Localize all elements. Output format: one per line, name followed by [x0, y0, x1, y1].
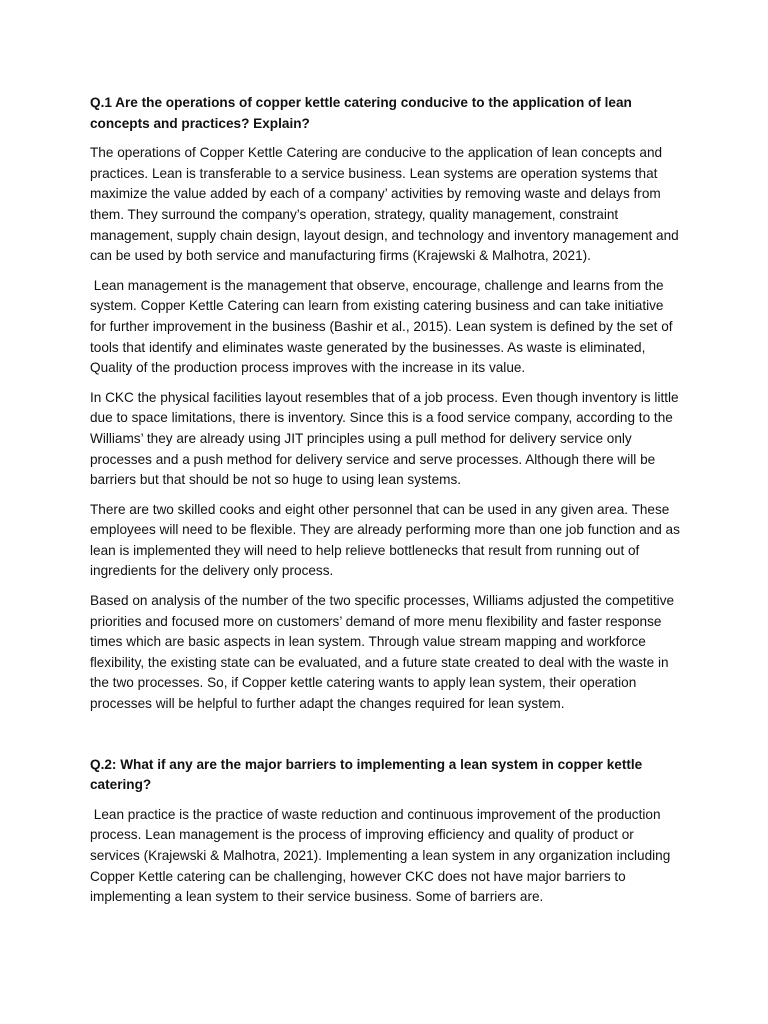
question-1-heading: Q.1 Are the operations of copper kettle catering conducive to the application of lean concepts and practices? Explain?: [90, 95, 632, 131]
q1-paragraph-5: Based on analysis of the number of the two specific processes, Williams adjusted the competitive priorities and focused more on customers’ demand of more menu flexibility and faster response times which are basic aspects in lean system. Through value stream mapping and workforce flexibility, the existing state can be evaluated, and a future state created to deal with the waste in the two processes. So, if Copper kettle catering wants to apply lean system, their operation processes will be helpful to further adapt the changes required for lean system.: [90, 593, 675, 712]
q1-paragraph-1: The operations of Copper Kettle Catering are conducive to the application of lean concepts and practices. Lean is transferable to a service business. Lean systems are operation systems that maximize the value added by each of a company’ activities by removing waste and delays from them. They surround the company’s operation, strategy, quality management, constraint management, supply chain design, layout design, and technology and inventory management and can be used by both service and manufacturing firms (Krajewski & Malhotra, 2021).: [90, 145, 679, 264]
q1-paragraph-4: There are two skilled cooks and eight other personnel that can be used in any given area. These employees will need to be flexible. They are already performing more than one job function and as lean is implemented they will need to help relieve bottlenecks that result from running out of ingredients for the delivery only process.: [90, 501, 680, 579]
q1-paragraph-2: Lean management is the management that observe, encourage, challenge and learns from the system. Copper Kettle Catering can learn from existing catering business and can take initiative for further improvement in the business (Bashir et al., 2015). Lean system is defined by the set of tools that identify and eliminates waste generated by the businesses. As waste is eliminated, Quality of the production process improves with the increase in its value.: [90, 277, 677, 376]
question-2-heading: Q.2: What if any are the major barriers to implementing a lean system in copper kettle catering?: [90, 756, 643, 793]
document-page: [90, 93, 682, 917]
section-spacer: [90, 724, 682, 755]
q2-paragraph-1: Lean practice is the practice of waste reduction and continuous improvement of the production process. Lean management is the process of improving efficiency and quality of product or services (Krajewski & Malhotra, 2021). Implementing a lean system in any organization including Copper Kettle catering can be challenging, however CKC does not have major barriers to implementing a lean system to their service business. Some of barriers are.: [90, 806, 675, 905]
q1-paragraph-3: In CKC the physical facilities layout resembles that of a job process. Even though inventory is little due to space limitations, there is inventory. Since this is a food service company, according to the Williams’ they are already using JIT principles using a pull method for delivery service only processes and a push method for delivery service and serve processes. Although there will be barriers but that should be not so huge to using lean systems.: [90, 389, 679, 488]
